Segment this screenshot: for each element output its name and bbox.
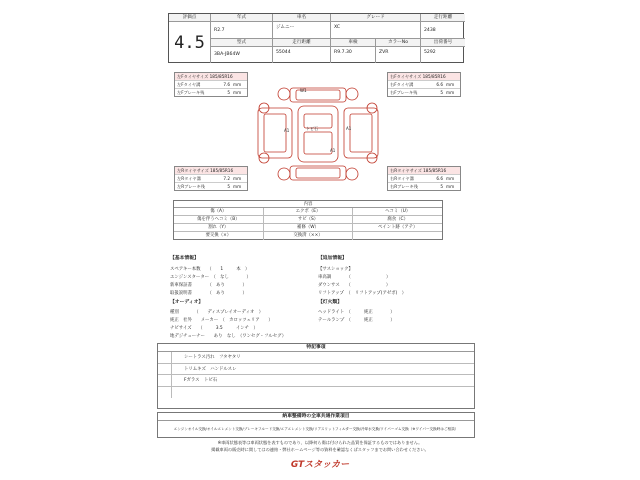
legend-row [174, 208, 442, 216]
maintenance-title: 納車整備時の全車共通作業項目 [158, 413, 474, 421]
brake-value: 5 [440, 184, 443, 189]
audio-item: 地デジチューナー あり なし （ワンセグ・フルセグ） [170, 334, 287, 339]
year-value: R2.7 [211, 22, 273, 39]
shipping-no-label: 出荷番号 [421, 39, 465, 47]
legend-cell: ペイント跡（アテ） [377, 225, 418, 230]
tire-size: 左Fタイヤサイズ 185/85R16 [177, 74, 233, 79]
audio-title: 【オーディオ】 [170, 300, 204, 305]
tread-label: 左Fタイヤ溝 [177, 82, 201, 87]
tire-box-rear-right [387, 166, 461, 191]
distance-label: 走行距離 [273, 39, 331, 47]
maintenance-text: エンジンオイル交換/オイルエレメント交換/ブレーキフルード交換/エアエレメント交換/リアスリットフィルター交換/冷却水交換/ワイパーゴム交換（※ワイパー交換時はご相談） [173, 427, 459, 431]
notes-row [158, 387, 474, 399]
notes-row [158, 352, 474, 364]
legend-row [174, 216, 442, 224]
shipping-no-value: 5292 [424, 50, 436, 55]
brake-label: 右Fブレーキ残 [390, 90, 418, 95]
legend-cell: 要交換（×） [174, 232, 264, 240]
brake-value: 5 [227, 184, 230, 189]
legend-cell: サビ（S） [264, 216, 354, 223]
model-label: 型式 [211, 39, 273, 47]
legend-cell: エクボ（E） [264, 208, 354, 215]
audio-item: 純正 社外 メーカー （ カロッツェリア ） [170, 318, 273, 323]
brake-unit: mm [446, 90, 455, 95]
damage-mark-tobiishi: トビ石 [306, 126, 318, 131]
legend-cell: 交換済（××） [264, 232, 354, 240]
car-name-value: ジムニー [273, 22, 331, 39]
score-label: 評価点 [169, 14, 211, 22]
brake-unit: mm [233, 90, 242, 95]
lights-item: ヘッドライト （ 純正 ） [318, 310, 395, 315]
tire-size: 左Rタイヤサイズ 185/85R16 [177, 168, 234, 173]
brake-unit: mm [446, 184, 455, 189]
notes-text: トリムキズ ハンドルスレ [184, 366, 237, 372]
tread-unit: mm [446, 82, 455, 87]
vehicle-header-table [168, 13, 464, 63]
notes-row [158, 375, 474, 387]
brake-label: 左Fブレーキ残 [177, 90, 205, 95]
tread-label: 右Rタイヤ溝 [390, 176, 414, 181]
score-value: 4.5 [169, 22, 211, 63]
model-value: 3BA-JB64W [211, 47, 273, 63]
tire-size: 右Rタイヤサイズ 185/85R16 [390, 168, 447, 173]
audio-item: ナビサイズ （ 3.5 インチ ） [170, 326, 258, 331]
damage-legend-table [173, 200, 443, 240]
basic-item: 取扱説明書 （ あり ） [170, 291, 247, 296]
brake-unit: mm [233, 184, 242, 189]
legend-row [174, 232, 442, 240]
car-name-label: 車名 [273, 14, 331, 22]
tread-label: 右Fタイヤ溝 [390, 82, 414, 87]
brake-label: 左Rブレーキ残 [177, 184, 205, 189]
mileage-value: 2438 [421, 22, 465, 39]
tread-unit: mm [233, 176, 242, 181]
tire-box-rear-left [174, 166, 248, 191]
basic-item: エンジンスターター （ なし ） [170, 275, 251, 280]
notes-row [158, 364, 474, 376]
tread-unit: mm [233, 82, 242, 87]
legend-cell: 傷（A） [174, 208, 264, 215]
special-notes-box [157, 343, 475, 409]
tire-size: 右Fタイヤサイズ 185/85R16 [390, 74, 446, 79]
legend-cell: ヘコミ（U） [385, 209, 411, 214]
color-no-value: ZVR [376, 47, 421, 63]
tread-unit: mm [446, 176, 455, 181]
tread-value: 7.2 [223, 176, 230, 181]
tire-box-front-right [387, 72, 461, 97]
legend-row [174, 224, 442, 232]
additional-item: 車高調 （ ） [318, 275, 391, 280]
mileage-label: 走行距離 [421, 14, 465, 22]
additional-item: ダウンサス （ ） [318, 283, 391, 288]
grade-label: グレード [331, 14, 421, 22]
basic-item: 新車保証書 （ あり ） [170, 283, 247, 288]
lights-item: テールランプ （ 純正 ） [318, 318, 395, 323]
brake-value: 5 [227, 90, 230, 95]
footer-disclaimer-2: 掲載車両の販売時に関してはの連絡・弊社ホームページ等の資料を確認なくばスタッフまでお問い合わせください。 [211, 447, 429, 452]
notes-text: シートラス汚れ フタヤタリ [184, 355, 241, 360]
tire-box-front-left [174, 72, 248, 97]
basic-item: スペアキー本数 （ 1 本 ） [170, 267, 250, 272]
tread-value: 6.6 [436, 176, 443, 181]
tread-value: 6.6 [436, 82, 443, 87]
additional-info-title: 【追加情報】 [318, 256, 347, 261]
legend-cell: 補修（W） [264, 224, 354, 231]
audio-item: 種別 （ ディスプレイオーディオ ） [170, 310, 264, 315]
tread-value: 7.6 [223, 82, 230, 87]
color-no-label: カラーNo [376, 39, 421, 47]
lights-title: 【灯火類】 [318, 300, 342, 305]
car-condition-diagram [248, 80, 390, 190]
year-label: 年式 [211, 14, 273, 22]
basic-info-title: 【基本情報】 [170, 256, 199, 261]
notes-text [172, 387, 184, 399]
additional-item: リフトアップ （ リフトアップ(アゼボ) ） [318, 291, 407, 296]
damage-mark-a1-right: A1 [346, 126, 352, 131]
inspection-label: 車検 [331, 39, 376, 47]
legend-cell: 腐食（C） [387, 217, 408, 222]
inspection-value: R9.7.30 [331, 47, 376, 63]
notes-title: 特記事項 [158, 344, 474, 352]
legend-cell: 割れ（Y） [174, 224, 264, 231]
brand-logo: GTスタッカー [290, 460, 350, 470]
damage-mark-a1-left: A1 [284, 128, 290, 133]
damage-mark-a1-rear: A1 [330, 148, 336, 153]
legend-cell: 傷を伴うヘコミ（B） [174, 216, 264, 223]
legend-cell [353, 232, 442, 240]
maintenance-box [157, 412, 475, 438]
brake-label: 右Rブレーキ残 [390, 184, 418, 189]
legend-title: 内容 [174, 201, 442, 208]
damage-mark-w1: W1 [300, 88, 307, 93]
tread-label: 左Rタイヤ溝 [177, 176, 201, 181]
grade-value: XC [331, 22, 421, 39]
footer-disclaimer-1: ※車両状態表等は車両状態を表すものであり、以降何ら傷は付けられた品質を保証するものではありません。 [217, 440, 423, 445]
brake-value: 5 [440, 90, 443, 95]
distance-value: 55044 [273, 47, 331, 63]
suspension-subtitle: 【サスショック】 [318, 267, 353, 272]
notes-text: Fガラス トビ石 [184, 378, 218, 383]
